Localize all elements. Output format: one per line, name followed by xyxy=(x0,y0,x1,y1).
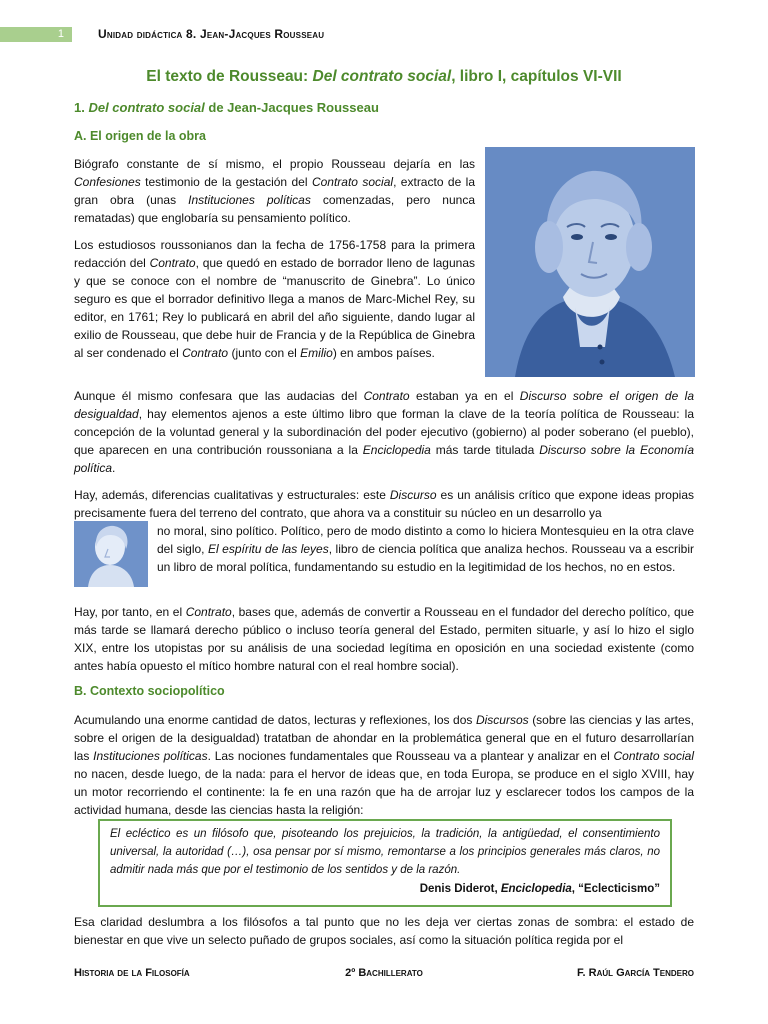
paragraph-7 xyxy=(74,913,694,949)
text-run: . xyxy=(112,461,116,475)
quote-work: Enciclopedia xyxy=(500,883,572,895)
paragraph-5 xyxy=(74,603,694,675)
italic-run: Discurso sobre el origen de la desigualdad xyxy=(74,389,695,421)
italic-run: Contrato xyxy=(182,346,229,360)
text-run: . Las nociones fundamentales que Rousseau va a plantear y analizar en el xyxy=(207,749,614,763)
italic-run: Emilio xyxy=(300,346,333,360)
text-run: (junto con el xyxy=(228,346,301,360)
text-run: estaban ya en el xyxy=(409,389,520,403)
text-run: no nacen, desde luego, de la nada: para el hervor de ideas que, en toda Europa, se produce en el siglo XVIII, hay un motor recorriendo el continente: la fe en una razón que ha de arrojar luz y esclarecer todos los campos de la actividad humana, desde las ciencias hasta la religión: xyxy=(74,767,694,817)
italic-run: Contrato xyxy=(363,389,410,403)
title-prefix: El texto de Rousseau: xyxy=(146,68,313,85)
paragraph-2 xyxy=(74,236,475,362)
text-run: Hay, además, diferencias cualitativas y estructurales: este xyxy=(74,488,390,502)
text-run: , que quedó en estado de borrador lleno de lagunas y que se conoce con el nombre de “manuscrito de Ginebra”. Lo único seguro es que el borrador definitivo llega a manos de Marc-Michel Rey, su editor, en 1761; Rey lo publicará en abril del año siguiente, dando lugar al exilio de Rousseau, que debe huir de Francia y de la República de Ginebra al ser condenado el xyxy=(74,256,475,360)
text-run: Biógrafo constante de sí mismo, el propio Rousseau dejaría en las xyxy=(74,157,475,171)
page-number: 1 xyxy=(57,28,64,40)
document-title xyxy=(74,68,694,86)
montesquieu-bust-drawing xyxy=(74,521,148,587)
paragraph-6 xyxy=(74,711,694,819)
footer-center: 2º Bachillerato xyxy=(345,967,423,979)
quote-attribution xyxy=(110,883,660,895)
section-1-number: 1. xyxy=(74,100,89,115)
text-run: Acumulando una enorme cantidad de datos, lecturas y reflexiones, los dos xyxy=(74,713,476,727)
quote-entry: , “Eclecticismo” xyxy=(571,883,660,895)
quote-text: El ecléctico es un filósofo que, pisoteando los prejuicios, la tradición, la antigüedad, el consentimiento universal, la autoridad (…), osa pensar por sí mismo, remontarse a los principios generales más claros, no admitir nada más que por el testimonio de los sentidos y de la razón. xyxy=(110,828,660,876)
text-run: es un análisis crítico que expone ideas propias precisamente fuera del terreno del contrato, que ahora va a constituir su núcleo en un desarrollo ya xyxy=(74,488,694,520)
running-header: Unidad didáctica 8. Jean-Jacques Rousseau xyxy=(98,27,325,41)
text-run: más tarde titulada xyxy=(430,443,540,457)
subsection-b-heading: B. Contexto sociopolítico xyxy=(74,684,225,698)
text-run: , libro de ciencia política que analiza hechos. Rousseau va a escribir un libro de moral política, fundamentando su estudio en la legitimidad de los hechos, no en estos. xyxy=(157,542,694,574)
diderot-quote-box xyxy=(98,819,672,907)
quote-author: Denis Diderot, xyxy=(419,883,501,895)
italic-run: Discursos xyxy=(475,713,529,727)
text-run: Aunque él mismo confesara que las audacias del xyxy=(74,389,364,403)
italic-run: Contrato xyxy=(185,605,232,619)
text-run: , bases que, además de convertir a Rousseau en el fundador del derecho político, que más tarde se llamará derecho público o incluso teoría general del Estado, permiten situarle, y así lo hizo el siglo XIX, entre los utopistas por su análisis de una sociedad legítima en oposición en una sociedad existente (como antes había opuesto el mítico hombre natural con el real hombre social). xyxy=(74,605,695,673)
italic-run: Confesiones xyxy=(74,175,141,189)
text-run: no moral, sino político. Político, pero de modo distinto a como lo hiciera Montesquieu en la otra clave del siglo, xyxy=(157,524,694,556)
text-run: Hay, por tanto, en el xyxy=(74,605,186,619)
rousseau-portrait xyxy=(485,147,695,377)
section-1-suffix: de Jean-Jacques Rousseau xyxy=(204,100,379,115)
text-run: testimonio de la gestación del xyxy=(140,175,312,189)
text-run: comenzadas, pero nunca rematadas) que englobaría su pensamiento político. xyxy=(74,193,475,225)
italic-run: El espíritu de las leyes xyxy=(208,542,329,556)
italic-run: Instituciones políticas xyxy=(93,749,208,763)
italic-run: Contrato social xyxy=(311,175,394,189)
text-run: , extracto de la gran obra (unas xyxy=(74,175,475,207)
text-run: , hay elementos ajenos a este último libro que forman la clave de la teoría política de Rousseau: la concepción de la voluntad general y la subordinación del poder ejecutivo (gobierno) al poder soberano (el pueblo), que aparecen en una contribución roussoniana a la xyxy=(74,407,694,457)
italic-run: Instituciones políticas xyxy=(188,193,311,207)
paragraph-4-first xyxy=(74,486,694,522)
italic-run: Discurso sobre la Economía política xyxy=(74,443,694,475)
footer-right: F. Raúl García Tendero xyxy=(577,967,694,979)
footer-left: Historia de la Filosofía xyxy=(74,967,190,979)
italic-run: Enciclopedia xyxy=(362,443,431,457)
section-1-italic: Del contrato social xyxy=(88,100,205,115)
italic-run: Contrato xyxy=(149,256,196,270)
subsection-a-heading: A. El origen de la obra xyxy=(74,129,206,143)
italic-run: Contrato social xyxy=(613,749,694,763)
text-run: Esa claridad deslumbra a los filósofos a tal punto que no les deja ver ciertas zonas de sombra: el estado de bienestar en que vive un selecto puñado de grupos sociales, así como la situación política regida por el xyxy=(74,915,694,947)
page-number-tab xyxy=(0,27,72,42)
paragraph-3 xyxy=(74,387,694,477)
section-1-heading xyxy=(74,100,379,115)
paragraph-1 xyxy=(74,155,475,227)
montesquieu-bust xyxy=(74,521,148,587)
text-run: ) en ambos países. xyxy=(332,346,435,360)
title-suffix: , libro I, capítulos VI-VII xyxy=(451,68,622,85)
text-run: (sobre las ciencias y las artes, sobre el origen de la desigualdad) tratatban de ahondar en la problemática general que en el futuro desarrollarían las xyxy=(74,713,694,763)
rousseau-portrait-drawing xyxy=(485,147,695,377)
title-italic: Del contrato social xyxy=(312,68,452,85)
text-run: Los estudiosos roussonianos dan la fecha de 1756-1758 para la primera redacción del xyxy=(74,238,475,270)
paragraph-4-rest xyxy=(157,522,694,576)
italic-run: Discurso xyxy=(389,488,437,502)
